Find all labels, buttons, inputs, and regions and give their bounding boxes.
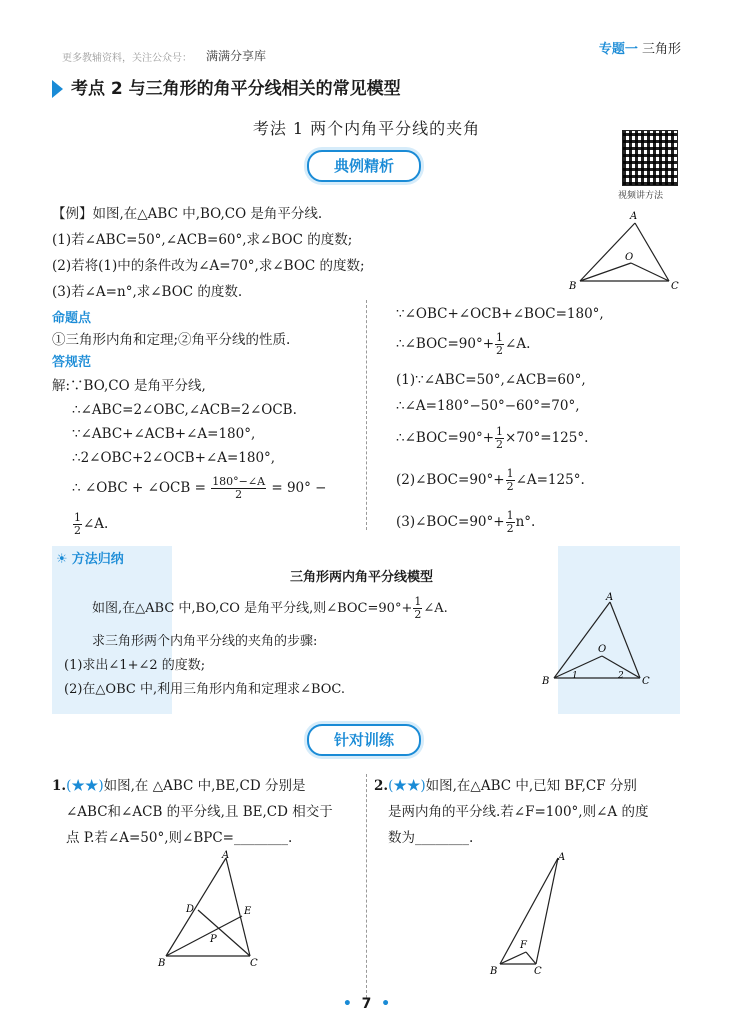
frac-num: 1	[414, 595, 422, 608]
label-A: A	[222, 850, 230, 861]
problem-1-line-1	[52, 774, 305, 798]
m1-post: ∠A.	[423, 601, 448, 616]
frac-num: 180°−∠A	[212, 475, 266, 488]
p1-stars: (★★)	[66, 778, 104, 794]
sol5-post: = 90° −	[271, 480, 327, 496]
r5-post: ×70°=125°.	[505, 430, 589, 446]
label-B: B	[542, 676, 550, 687]
frac-num: 1	[496, 425, 504, 438]
problem-1-line-3: 点 P.若∠A=50°,则∠BPC=________.	[66, 830, 293, 846]
right-line-3: (1)∵∠ABC=50°,∠ACB=60°,	[396, 372, 586, 388]
frac-num: 1	[74, 511, 81, 524]
fraction	[73, 512, 82, 537]
figure-triangle-abo	[565, 205, 685, 295]
fraction	[506, 468, 515, 493]
right-line-1: ∵∠OBC+∠OCB+∠BOC=180°,	[396, 306, 604, 322]
label-B: B	[569, 281, 577, 292]
label-angle-1: 1	[572, 671, 578, 681]
topic-name: 三角形	[641, 42, 681, 57]
frac-den: 2	[496, 438, 504, 451]
frac-num: 1	[496, 331, 504, 344]
r7-post: n°.	[515, 514, 536, 530]
m1-pre: 如图,在△ABC 中,BO,CO 是角平分线,则∠BOC=90°+	[92, 601, 413, 616]
p1-text-1: 如图,在 △ABC 中,BE,CD 分别是	[103, 778, 306, 794]
example-intro: 【例】如图,在△ABC 中,BO,CO 是角平分线.	[52, 206, 323, 222]
frac-num: 1	[506, 509, 514, 522]
sol-line-3: ∵∠ABC+∠ACB+∠A=180°,	[72, 426, 256, 442]
sol-line-2: ∴∠ABC=2∠OBC,∠ACB=2∠OCB.	[72, 402, 297, 418]
label-A: A	[630, 211, 638, 222]
label-O: O	[625, 252, 634, 263]
method-line-1	[92, 596, 448, 621]
example-q1: (1)若∠ABC=50°,∠ACB=60°,求∠BOC 的度数;	[52, 232, 353, 248]
method-heading: 三角形两内角平分线模型	[290, 570, 434, 585]
r6-pre: (2)∠BOC=90°+	[396, 472, 505, 488]
p2-number: 2.	[374, 778, 389, 794]
problem-2-line-1	[374, 774, 637, 798]
right-line-2	[396, 332, 530, 357]
label-C: C	[671, 281, 679, 292]
r2-pre: ∴∠BOC=90°+	[396, 336, 495, 352]
points-text: ①三角形内角和定理;②角平分线的性质.	[52, 332, 291, 348]
label-A: A	[558, 852, 566, 863]
sol-line-6	[72, 512, 108, 537]
p2-text-1: 如图,在△ABC 中,已知 BF,CF 分别	[425, 778, 637, 794]
frac-den: 2	[235, 488, 243, 501]
pill-example: 典例精析	[307, 150, 421, 182]
method-label-text: 方法归纳	[71, 552, 124, 567]
header-topic	[599, 38, 681, 57]
example-q2: (2)若将(1)中的条件改为∠A=70°,求∠BOC 的度数;	[52, 258, 365, 274]
qr-caption: 视频讲方法	[618, 191, 664, 201]
p1-number: 1.	[52, 778, 67, 794]
column-divider	[366, 300, 367, 530]
frac-num: 1	[506, 467, 514, 480]
fraction	[495, 332, 504, 357]
r7-pre: (3)∠BOC=90°+	[396, 514, 505, 530]
page-number-text: 7	[361, 996, 372, 1012]
label-E: E	[244, 906, 252, 917]
label-C: C	[534, 966, 542, 977]
topic-prefix: 专题一	[598, 42, 638, 57]
subsection-title: 考法 1 两个内角平分线的夹角	[252, 119, 481, 138]
page-number	[0, 996, 733, 1012]
section-title	[52, 74, 401, 99]
label-C: C	[250, 958, 258, 969]
section-title-text: 考点 2 与三角形的角平分线相关的常见模型	[71, 79, 401, 99]
example-q3: (3)若∠A=n°,求∠BOC 的度数.	[52, 284, 243, 300]
header-brand: 满满分享库	[206, 49, 267, 63]
dot-icon: •	[381, 996, 391, 1012]
pill-training: 针对训练	[307, 724, 421, 756]
right-line-5	[396, 426, 588, 451]
figure-triangle-bisectors-f	[484, 848, 574, 978]
frac-den: 2	[506, 480, 514, 493]
sol-line-1: 解:∵BO,CO 是角平分线,	[52, 378, 206, 394]
label-A: A	[606, 592, 614, 603]
p2-stars: (★★)	[388, 778, 426, 794]
label-O: O	[598, 644, 607, 655]
r2-post: ∠A.	[505, 336, 531, 352]
point-label: 命题点	[52, 311, 92, 326]
right-line-4: ∴∠A=180°−50°−60°=70°,	[396, 398, 580, 414]
fraction	[211, 476, 266, 501]
frac-den: 2	[414, 608, 422, 621]
method-label	[56, 548, 124, 567]
label-B: B	[490, 966, 498, 977]
answer-label: 答规范	[52, 355, 92, 370]
figure-triangle-bisectors-p	[152, 848, 272, 973]
problem-1-line-2: ∠ABC和∠ACB 的平分线,且 BE,CD 相交于	[66, 804, 333, 820]
frac-den: 2	[74, 524, 81, 537]
qr-code-icon	[622, 130, 678, 186]
problem-2-line-3: 数为________.	[388, 830, 474, 846]
sol6-post: ∠A.	[83, 516, 109, 532]
r6-post: ∠A=125°.	[515, 472, 585, 488]
triangle-bullet-icon	[52, 80, 63, 98]
label-F: F	[520, 940, 527, 951]
column-divider-2	[366, 774, 367, 998]
fraction	[506, 510, 515, 535]
right-line-6	[396, 468, 585, 493]
label-B: B	[158, 958, 166, 969]
frac-den: 2	[506, 522, 514, 535]
sol-line-5	[72, 476, 327, 501]
fraction	[413, 596, 422, 621]
label-angle-2: 2	[618, 671, 624, 681]
header-note: 更多教辅资料，关注公众号：	[62, 53, 192, 64]
label-D: D	[186, 904, 195, 915]
right-line-7	[396, 510, 535, 535]
method-line-4: (2)在△OBC 中,利用三角形内角和定理求∠BOC.	[64, 682, 346, 697]
dot-icon: •	[342, 996, 352, 1012]
label-C: C	[642, 676, 650, 687]
sol-line-4: ∴2∠OBC+2∠OCB+∠A=180°,	[72, 450, 276, 466]
method-line-2: 求三角形两个内角平分线的夹角的步骤:	[92, 634, 318, 649]
fraction	[495, 426, 504, 451]
frac-den: 2	[496, 344, 504, 357]
bulb-icon: ☀	[56, 552, 68, 567]
label-answer	[52, 350, 91, 375]
label-P: P	[210, 934, 217, 945]
figure-triangle-model	[538, 590, 668, 690]
method-line-3: (1)求出∠1+∠2 的度数;	[64, 658, 206, 673]
problem-2-line-2: 是两内角的平分线.若∠F=100°,则∠A 的度	[388, 804, 649, 820]
r5-pre: ∴∠BOC=90°+	[396, 430, 495, 446]
sol5-pre: ∴ ∠OBC + ∠OCB =	[72, 480, 206, 496]
